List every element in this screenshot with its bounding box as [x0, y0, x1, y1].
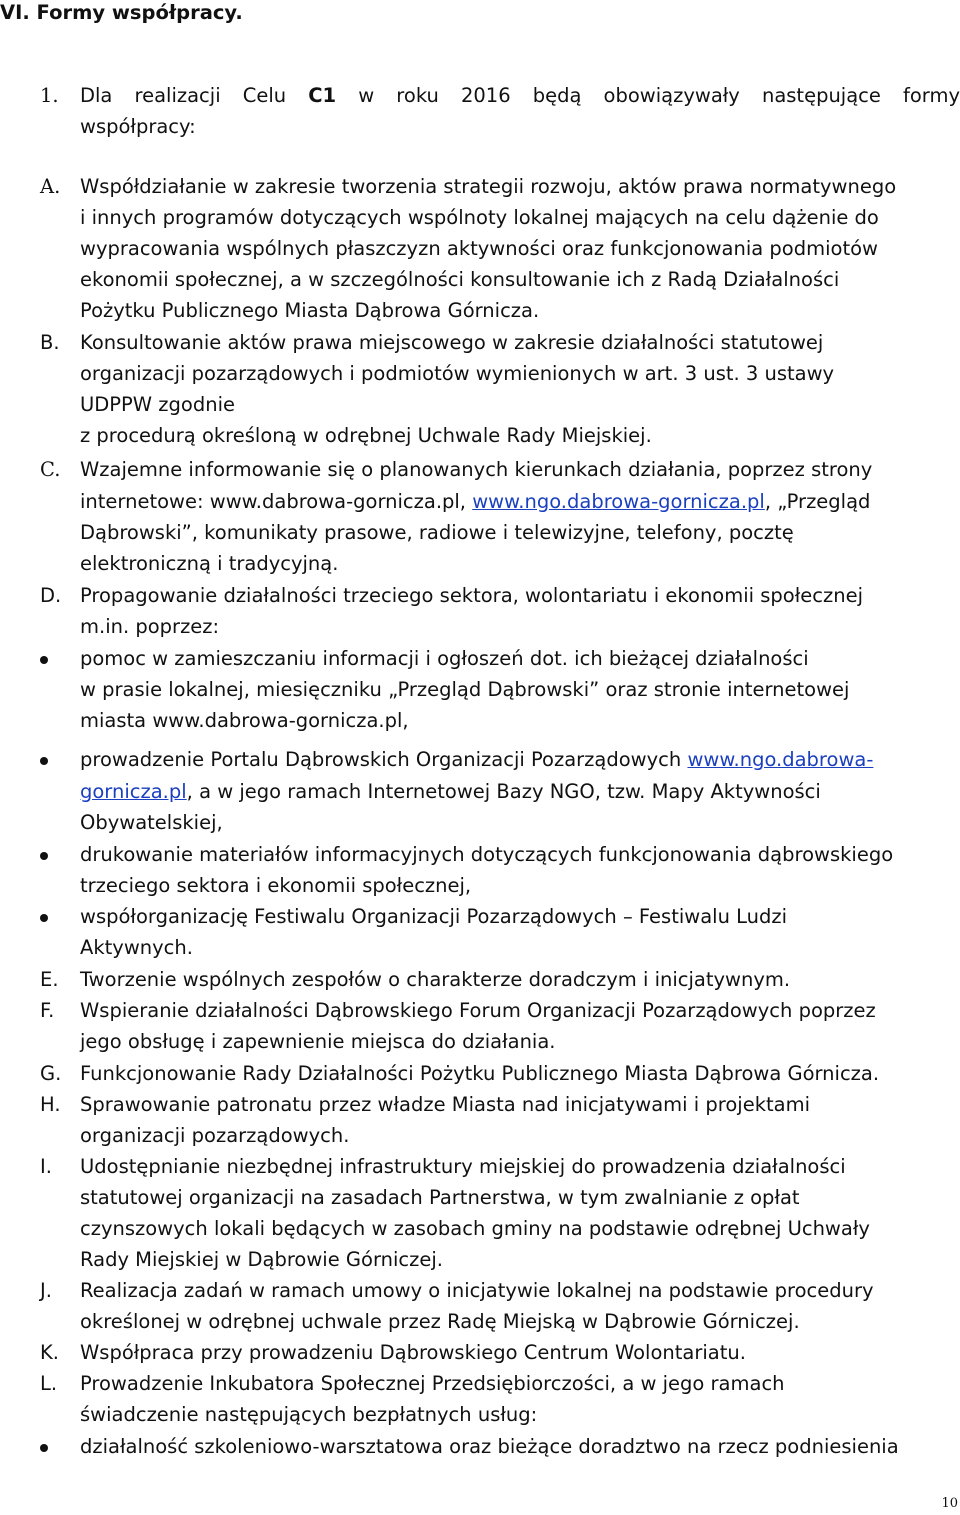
section-title: VI. Formy współpracy.: [0, 1, 243, 24]
a-line-4: ekonomii społecznej, a w szczególności konsultowanie ich z Radą Działalności: [80, 268, 840, 291]
j-line-2: określonej w odrębnej uchwale przez Radę Miejską w Dąbrowie Górniczej.: [80, 1310, 800, 1333]
b-line-1: Konsultowanie aktów prawa miejscowego w zakresie działalności statutowej: [80, 331, 824, 354]
marker-a: A.: [40, 175, 61, 198]
i-line-4: Rady Miejskiej w Dąbrowie Górniczej.: [80, 1248, 443, 1271]
l-bullet-line-1: działalność szkoleniowo-warsztatowa oraz bieżące doradztwo na rzecz podniesienia: [80, 1435, 899, 1458]
marker-c: C.: [40, 458, 61, 481]
b-line-3: UDPPW zgodnie: [80, 393, 235, 416]
portal-link-part-1[interactable]: www.ngo.dabrowa-: [687, 748, 874, 771]
item1-intro: [80, 83, 960, 109]
portal-suffix: , a w jego ramach Internetowej Bazy NGO, tzw. Mapy Aktywności: [186, 780, 821, 803]
portal-text: prowadzenie Portalu Dąbrowskich Organizacji Pozarządowych: [80, 748, 688, 771]
l-line-1: Prowadzenie Inkubatora Społecznej Przedsiębiorczości, a w jego ramach: [80, 1372, 785, 1395]
j-line-1: Realizacja zadań w ramach umowy o inicjatywie lokalnej na podstawie procedury: [80, 1279, 874, 1302]
d-line-2: m.in. poprzez:: [80, 615, 220, 638]
d-bullet-3-line-1: drukowanie materiałów informacyjnych dotyczących funkcjonowania dąbrowskiego: [80, 843, 894, 866]
i-line-1: Udostępnianie niezbędnej infrastruktury miejskiej do prowadzenia działalności: [80, 1155, 846, 1178]
d-bullet-1-line-3: miasta www.dabrowa-gornicza.pl,: [80, 709, 409, 732]
h-line-1: Sprawowanie patronatu przez władze Miasta nad inicjatywami i projektami: [80, 1093, 811, 1116]
d-bullet-1-line-1: pomoc w zamieszczaniu informacji i ogłoszeń dot. ich bieżącej działalności: [80, 647, 809, 670]
marker-g: G.: [40, 1062, 62, 1085]
bullet-dot: [40, 914, 48, 922]
intro-suffix: w roku 2016 będą obowiązywały następujące formy: [336, 84, 960, 107]
c-line-2: [80, 489, 870, 515]
i-line-2: statutowej organizacji na zasadach Partnerstwa, w tym zwalnianie z opłat: [80, 1186, 800, 1209]
g-line-1: Funkcjonowanie Rady Działalności Pożytku Publicznego Miasta Dąbrowa Górnicza.: [80, 1062, 880, 1085]
page-number: 10: [941, 1496, 958, 1511]
f-line-2: jego obsługę i zapewnienie miejsca do działania.: [80, 1030, 556, 1053]
a-line-3: wypracowania wspólnych płaszczyzn aktywności oraz funkcjonowania podmiotów: [80, 237, 878, 260]
f-line-1: Wspieranie działalności Dąbrowskiego Forum Organizacji Pozarządowych poprzez: [80, 999, 876, 1022]
d-bullet-1-line-2: w prasie lokalnej, miesięczniku „Przegląd Dąbrowski” oraz stronie internetowej: [80, 678, 850, 701]
d-bullet-4-line-1: współorganizację Festiwalu Organizacji Pozarządowych – Festiwalu Ludzi: [80, 905, 788, 928]
bullet-dot: [40, 757, 48, 765]
l-line-2: świadczenie następujących bezpłatnych usług:: [80, 1403, 538, 1426]
c-line-4: elektroniczną i tradycyjną.: [80, 552, 339, 575]
marker-d: D.: [40, 584, 62, 607]
c-line-2-prefix: internetowe: www.dabrowa-gornicza.pl,: [80, 490, 473, 513]
d-bullet-3-line-2: trzeciego sektora i ekonomii społecznej,: [80, 874, 472, 897]
d-bullet-2-line-1: [80, 747, 873, 773]
b-line-2: organizacji pozarządowych i podmiotów wymienionych w art. 3 ust. 3 ustawy: [80, 362, 835, 385]
marker-f: F.: [40, 999, 55, 1022]
item-number: 1.: [40, 84, 59, 107]
c-line-2-suffix: , „Przegląd: [764, 490, 871, 513]
d-bullet-2-line-2: [80, 779, 821, 805]
a-line-2: i innych programów dotyczących wspólnoty lokalnej mających na celu dążenie do: [80, 206, 879, 229]
marker-b: B.: [40, 331, 60, 354]
d-line-1: Propagowanie działalności trzeciego sektora, wolontariatu i ekonomii społecznej: [80, 584, 864, 607]
marker-i: I.: [40, 1155, 52, 1178]
c-line-1: Wzajemne informowanie się o planowanych kierunkach działania, poprzez strony: [80, 458, 873, 481]
c-line-3: Dąbrowski”, komunikaty prasowe, radiowe i telewizyjne, telefony, pocztę: [80, 521, 794, 544]
marker-l: L.: [40, 1372, 58, 1395]
b-line-4: z procedurą określoną w odrębnej Uchwale Rady Miejskiej.: [80, 424, 652, 447]
i-line-3: czynszowych lokali będących w zasobach gminy na podstawie odrębnej Uchwały: [80, 1217, 870, 1240]
a-line-5: Pożytku Publicznego Miasta Dąbrowa Górnicza.: [80, 299, 540, 322]
d-bullet-2-line-3: Obywatelskiej,: [80, 811, 223, 834]
d-bullet-4-line-2: Aktywnych.: [80, 936, 193, 959]
a-line-1: Współdziałanie w zakresie tworzenia strategii rozwoju, aktów prawa normatywnego: [80, 175, 897, 198]
marker-e: E.: [40, 968, 59, 991]
e-line-1: Tworzenie wspólnych zespołów o charakterze doradczym i inicjatywnym.: [80, 968, 791, 991]
h-line-2: organizacji pozarządowych.: [80, 1124, 350, 1147]
bullet-dot: [40, 656, 48, 664]
ngo-link[interactable]: www.ngo.dabrowa-gornicza.pl: [472, 490, 765, 513]
intro-prefix: Dla realizacji Celu: [80, 84, 309, 107]
bullet-dot: [40, 1444, 48, 1452]
bullet-dot: [40, 852, 48, 860]
marker-k: K.: [40, 1341, 59, 1364]
marker-h: H.: [40, 1093, 61, 1116]
k-line-1: Współpraca przy prowadzeniu Dąbrowskiego Centrum Wolontariatu.: [80, 1341, 746, 1364]
portal-link-part-2[interactable]: gornicza.pl: [80, 780, 187, 803]
intro-line-2: współpracy:: [80, 115, 196, 138]
goal-code: C1: [308, 84, 337, 107]
marker-j: J.: [40, 1279, 52, 1302]
